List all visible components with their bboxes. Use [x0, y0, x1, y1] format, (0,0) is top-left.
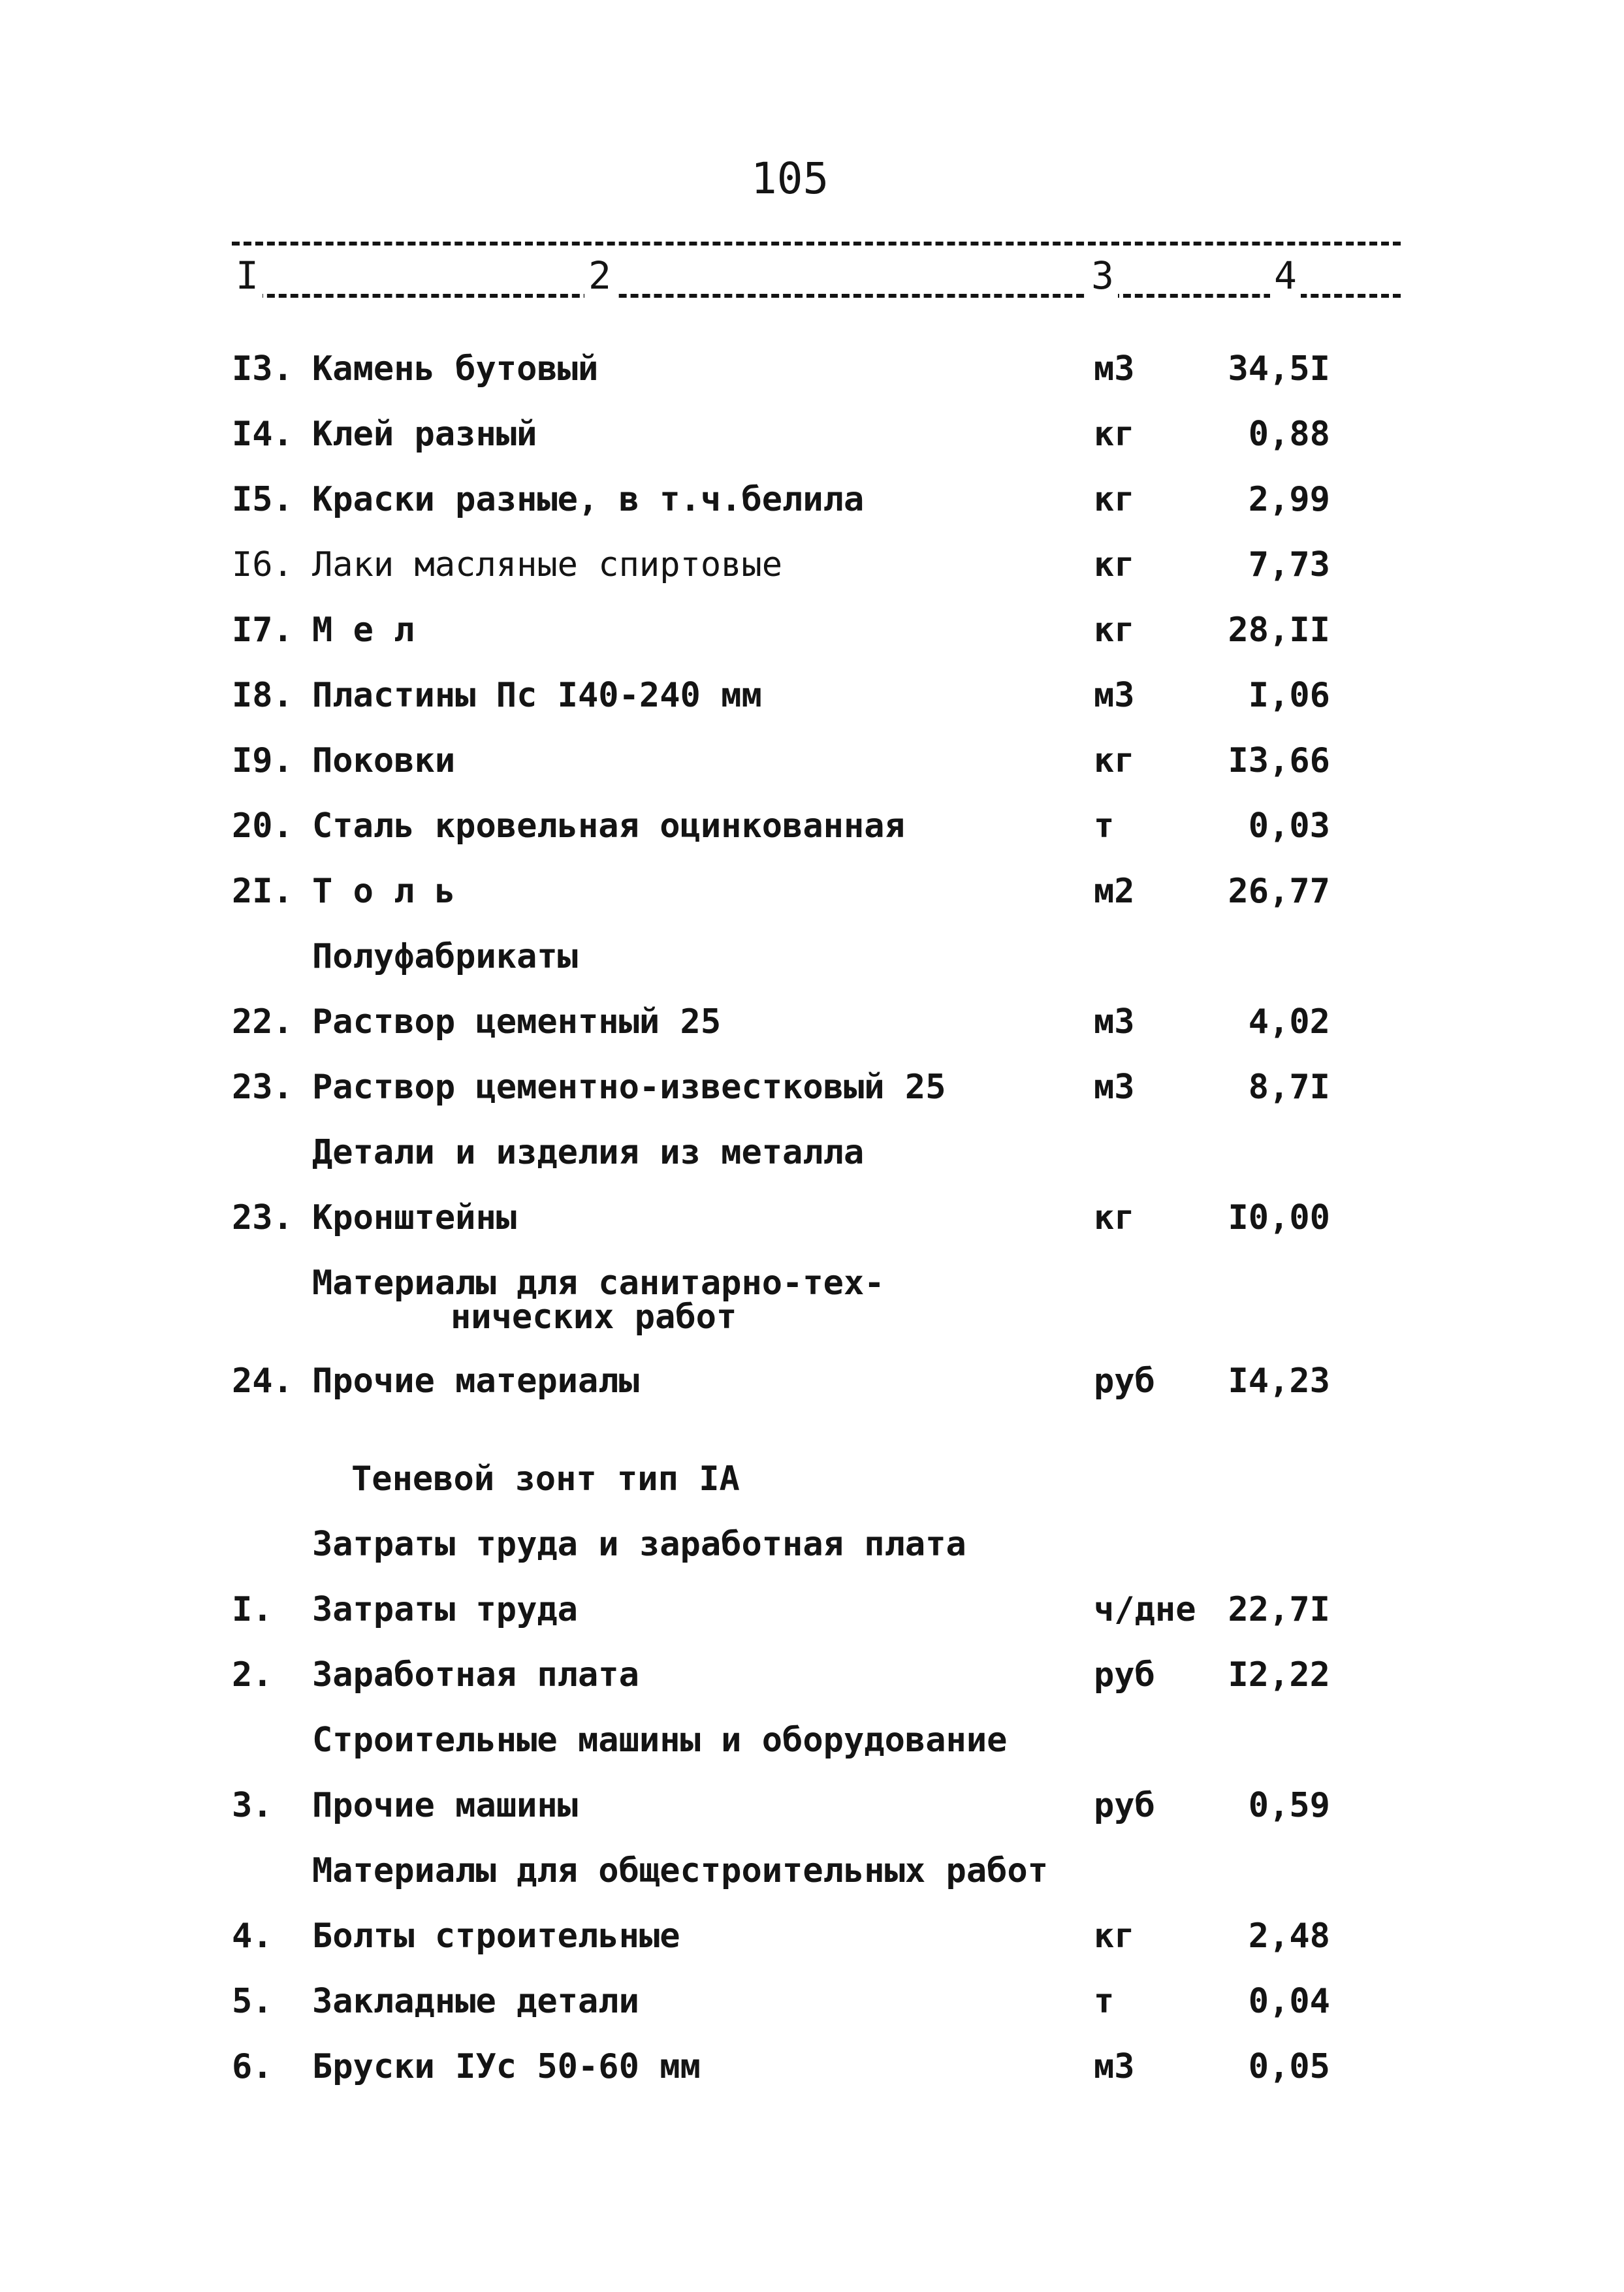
row-unit: м2 — [1094, 872, 1135, 911]
row-unit: ч/дне — [1094, 1590, 1196, 1629]
section-heading — [0, 1126, 1624, 1179]
row-value: 26,77 — [1228, 872, 1330, 911]
row-unit: руб — [1094, 1361, 1155, 1401]
row-number: 23. — [232, 1068, 293, 1107]
row-name: Сталь кровельная оцинкованная — [312, 806, 905, 846]
row-name: М е л — [312, 611, 415, 650]
row-unit: кг — [1094, 1198, 1135, 1237]
row-number: 23. — [232, 1198, 293, 1237]
table-row — [0, 1910, 1624, 1962]
row-name: Камень бутовый — [312, 349, 599, 389]
row-number: 24. — [232, 1361, 293, 1401]
table-row — [0, 343, 1624, 395]
row-unit: т — [1094, 1982, 1115, 2021]
row-number: 2. — [232, 1655, 273, 1695]
row-value: 0,03 — [1248, 806, 1330, 846]
row-name: Прочие машины — [312, 1786, 578, 1825]
section-heading — [0, 1257, 1624, 1337]
row-name: Поковки — [312, 741, 456, 780]
row-value: 4,02 — [1248, 1002, 1330, 1042]
section-title: Детали и изделия из металла — [312, 1133, 865, 1172]
row-name: Лаки масляные спиртовые — [312, 545, 783, 584]
row-number: I8. — [232, 676, 293, 715]
table-row — [0, 408, 1624, 460]
section-heading — [0, 931, 1624, 983]
row-unit: кг — [1094, 611, 1135, 650]
row-value: 22,7I — [1228, 1590, 1330, 1629]
table-row — [0, 1355, 1624, 1407]
row-name: Закладные детали — [312, 1982, 639, 2021]
row-unit: т — [1094, 806, 1115, 846]
row-name: Бруски IУс 50-60 мм — [312, 2047, 701, 2086]
section-title: Строительные машины и оборудование — [312, 1721, 1008, 1760]
table-row — [0, 604, 1624, 656]
section-title: Материалы для общестроительных работ — [312, 1851, 1049, 1890]
row-value: 0,04 — [1248, 1982, 1330, 2021]
section-heading — [0, 1518, 1624, 1570]
row-unit: руб — [1094, 1655, 1155, 1695]
row-number: 4. — [232, 1917, 273, 1956]
row-value: I0,00 — [1228, 1198, 1330, 1237]
row-number: 2I. — [232, 872, 293, 911]
subtable-title-text: Теневой зонт тип IА — [351, 1459, 740, 1499]
table-row — [0, 473, 1624, 526]
row-unit: кг — [1094, 545, 1135, 584]
row-number: I3. — [232, 349, 293, 389]
row-name: Кронштейны — [312, 1198, 517, 1237]
table-row — [0, 996, 1624, 1048]
table-header — [232, 235, 1401, 307]
row-value: I,06 — [1248, 676, 1330, 715]
section-title: Материалы для санитарно-тех- — [312, 1264, 885, 1303]
table-row — [0, 1779, 1624, 1832]
row-value: 8,7I — [1248, 1068, 1330, 1107]
row-number: 20. — [232, 806, 293, 846]
row-unit: м3 — [1094, 1068, 1135, 1107]
row-value: I4,23 — [1228, 1361, 1330, 1401]
section-title-continued: нических работ — [451, 1297, 737, 1337]
row-value: 28,II — [1228, 611, 1330, 650]
table-row — [0, 1584, 1624, 1636]
row-value: 7,73 — [1248, 545, 1330, 584]
row-number: I5. — [232, 480, 293, 519]
section-title: Затраты труда и заработная плата — [312, 1525, 966, 1564]
row-value: 2,99 — [1248, 480, 1330, 519]
table-row — [0, 735, 1624, 787]
row-number: 22. — [232, 1002, 293, 1042]
table-row — [0, 1061, 1624, 1113]
row-name: Клей разный — [312, 415, 537, 454]
row-name: Раствор цементный 25 — [312, 1002, 722, 1042]
row-value: 2,48 — [1248, 1917, 1330, 1956]
row-number: I9. — [232, 741, 293, 780]
table-row — [0, 2041, 1624, 2093]
header-col-2: 2 — [584, 253, 615, 298]
table-row — [0, 800, 1624, 852]
table-row — [0, 1975, 1624, 2028]
row-name: Затраты труда — [312, 1590, 578, 1629]
row-unit: кг — [1094, 480, 1135, 519]
row-name: Пластины Пс I40-240 мм — [312, 676, 762, 715]
row-number: 6. — [232, 2047, 273, 2086]
header-col-4: 4 — [1270, 253, 1301, 298]
table-row — [0, 865, 1624, 917]
table-row — [0, 669, 1624, 722]
row-unit: м3 — [1094, 676, 1135, 715]
row-value: 34,5I — [1228, 349, 1330, 389]
row-number: I6. — [232, 545, 293, 584]
header-dash-bottom — [232, 294, 1401, 298]
page-number: 105 — [751, 153, 829, 204]
section-heading — [0, 1845, 1624, 1897]
row-number: 3. — [232, 1786, 273, 1825]
row-unit: кг — [1094, 415, 1135, 454]
header-dash-top — [232, 242, 1401, 246]
table-row — [0, 539, 1624, 591]
row-unit: кг — [1094, 741, 1135, 780]
row-value: I2,22 — [1228, 1655, 1330, 1695]
row-unit: м3 — [1094, 1002, 1135, 1042]
row-name: Краски разные, в т.ч.белила — [312, 480, 865, 519]
row-value: I3,66 — [1228, 741, 1330, 780]
row-number: I7. — [232, 611, 293, 650]
row-unit: руб — [1094, 1786, 1155, 1825]
row-name: Заработная плата — [312, 1655, 639, 1695]
row-number: 5. — [232, 1982, 273, 2021]
row-unit: м3 — [1094, 349, 1135, 389]
row-name: Болты строительные — [312, 1917, 680, 1956]
header-col-3: 3 — [1087, 253, 1118, 298]
row-value: 0,59 — [1248, 1786, 1330, 1825]
row-value: 0,05 — [1248, 2047, 1330, 2086]
row-unit: кг — [1094, 1917, 1135, 1956]
row-value: 0,88 — [1248, 415, 1330, 454]
row-name: Прочие материалы — [312, 1361, 639, 1401]
row-name: Т о л ь — [312, 872, 456, 911]
header-col-1: I — [232, 253, 263, 298]
row-name: Раствор цементно-известковый 25 — [312, 1068, 946, 1107]
table-row — [0, 1649, 1624, 1701]
section-title: Полуфабрикаты — [312, 937, 578, 976]
row-number: I4. — [232, 415, 293, 454]
row-unit: м3 — [1094, 2047, 1135, 2086]
row-number: I. — [232, 1590, 273, 1629]
section-heading — [0, 1714, 1624, 1766]
table-row — [0, 1192, 1624, 1244]
subtable-title — [0, 1453, 1624, 1505]
